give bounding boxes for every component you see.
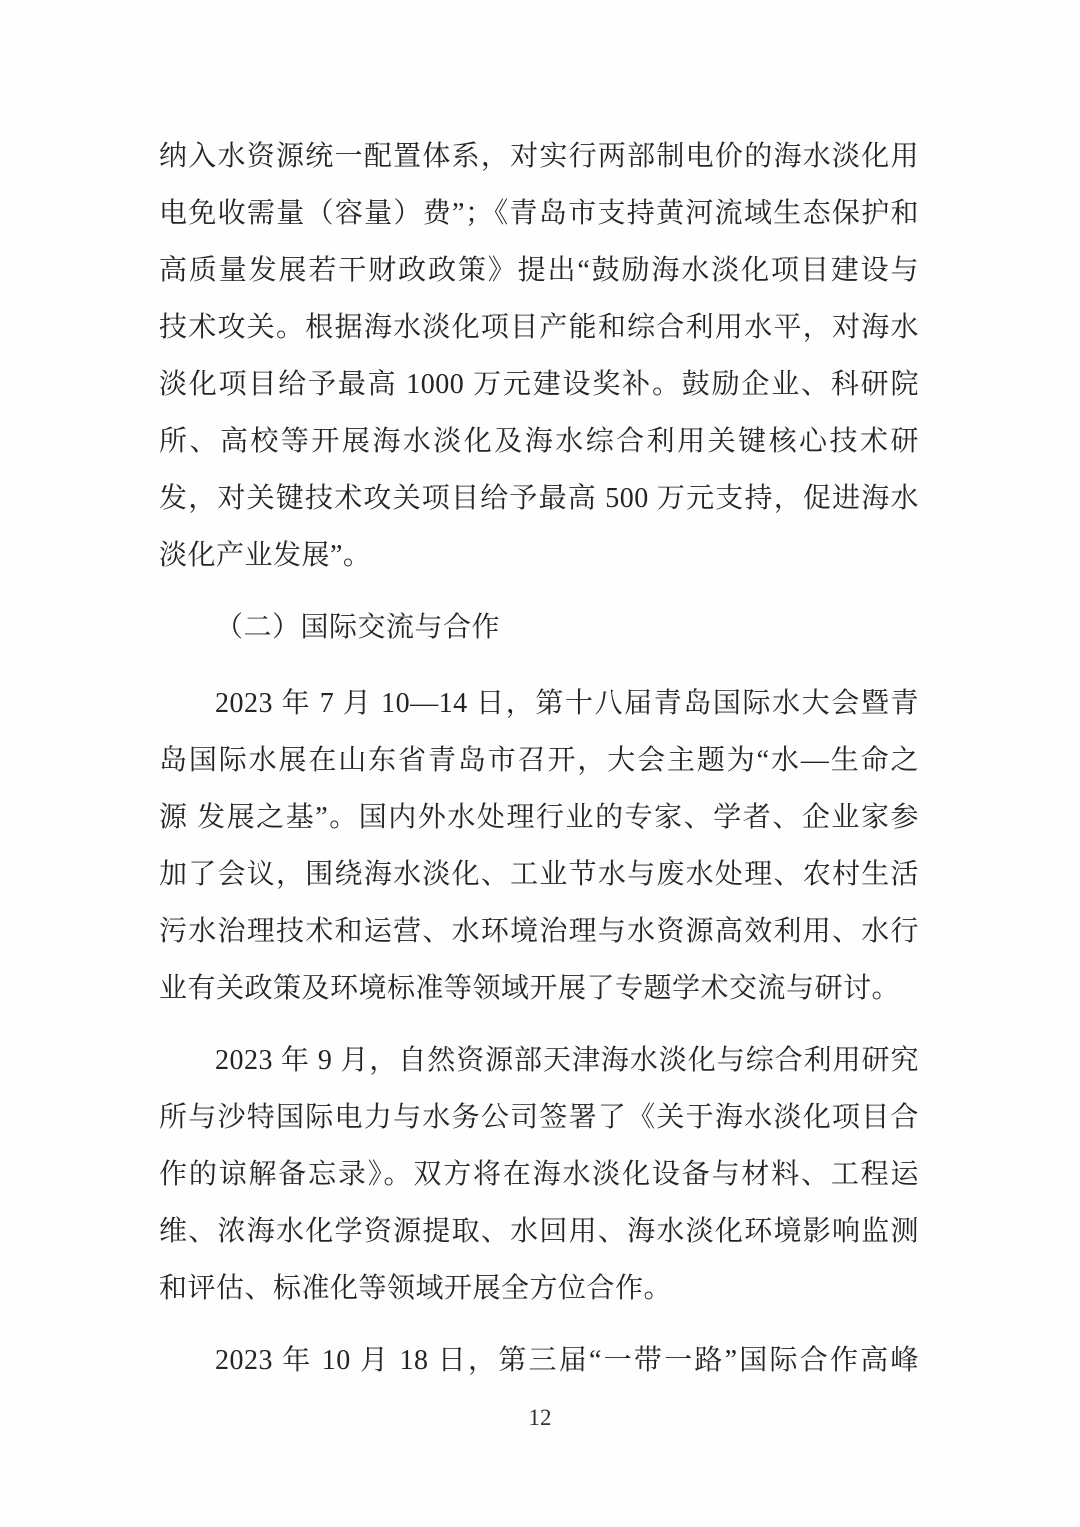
text-line: 岛国际水展在山东省青岛市召开，大会主题为“水—生命之: [159, 745, 919, 776]
section-heading: [159, 599, 919, 656]
text-line: 发，对关键技术攻关项目给予最高 500 万元支持，促进海水: [159, 483, 919, 514]
text-line: 污水治理技术和运营、水环境治理与水资源高效利用、水行: [159, 916, 919, 947]
paragraph: [159, 1332, 919, 1389]
text-line: 加了会议，围绕海水淡化、工业节水与废水处理、农村生活: [159, 859, 919, 890]
text-line: 技术攻关。根据海水淡化项目产能和综合利用水平，对海水: [159, 312, 919, 343]
text-line: 2023 年 7 月 10—14 日，第十八届青岛国际水大会暨青: [215, 688, 919, 719]
paragraph: [159, 1032, 919, 1317]
text-line: 电免收需量（容量）费”；《青岛市支持黄河流域生态保护和: [159, 198, 919, 229]
text-line: 业有关政策及环境标准等领域开展了专题学术交流与研讨。: [159, 973, 901, 1004]
text-line: （二）国际交流与合作: [215, 612, 501, 643]
text-line: 源 发展之基”。国内外水处理行业的专家、学者、企业家参: [159, 802, 919, 833]
text-line: 高质量发展若干财政政策》提出“鼓励海水淡化项目建设与: [159, 255, 919, 286]
text-line: 所与沙特国际电力与水务公司签署了《关于海水淡化项目合: [159, 1102, 919, 1133]
text-line: 和评估、标准化等领域开展全方位合作。: [159, 1273, 673, 1304]
paragraph: [159, 675, 919, 1017]
text-line: 淡化项目给予最高 1000 万元建设奖补。鼓励企业、科研院: [159, 369, 919, 400]
paragraph: [159, 128, 919, 584]
text-line: 2023 年 9 月，自然资源部天津海水淡化与综合利用研究: [215, 1045, 919, 1076]
text-block: [159, 128, 919, 1404]
text-line: 维、浓海水化学资源提取、水回用、海水淡化环境影响监测: [159, 1216, 919, 1247]
text-line: 纳入水资源统一配置体系，对实行两部制电价的海水淡化用: [159, 141, 919, 172]
text-line: 所、高校等开展海水淡化及海水综合利用关键核心技术研: [159, 426, 919, 457]
text-line: 2023 年 10 月 18 日，第三届“一带一路”国际合作高峰: [215, 1345, 919, 1376]
page-number: 12: [528, 1405, 552, 1430]
text-line: 淡化产业发展”。: [159, 540, 372, 571]
text-line: 作的谅解备忘录》。双方将在海水淡化设备与材料、工程运: [159, 1159, 919, 1190]
